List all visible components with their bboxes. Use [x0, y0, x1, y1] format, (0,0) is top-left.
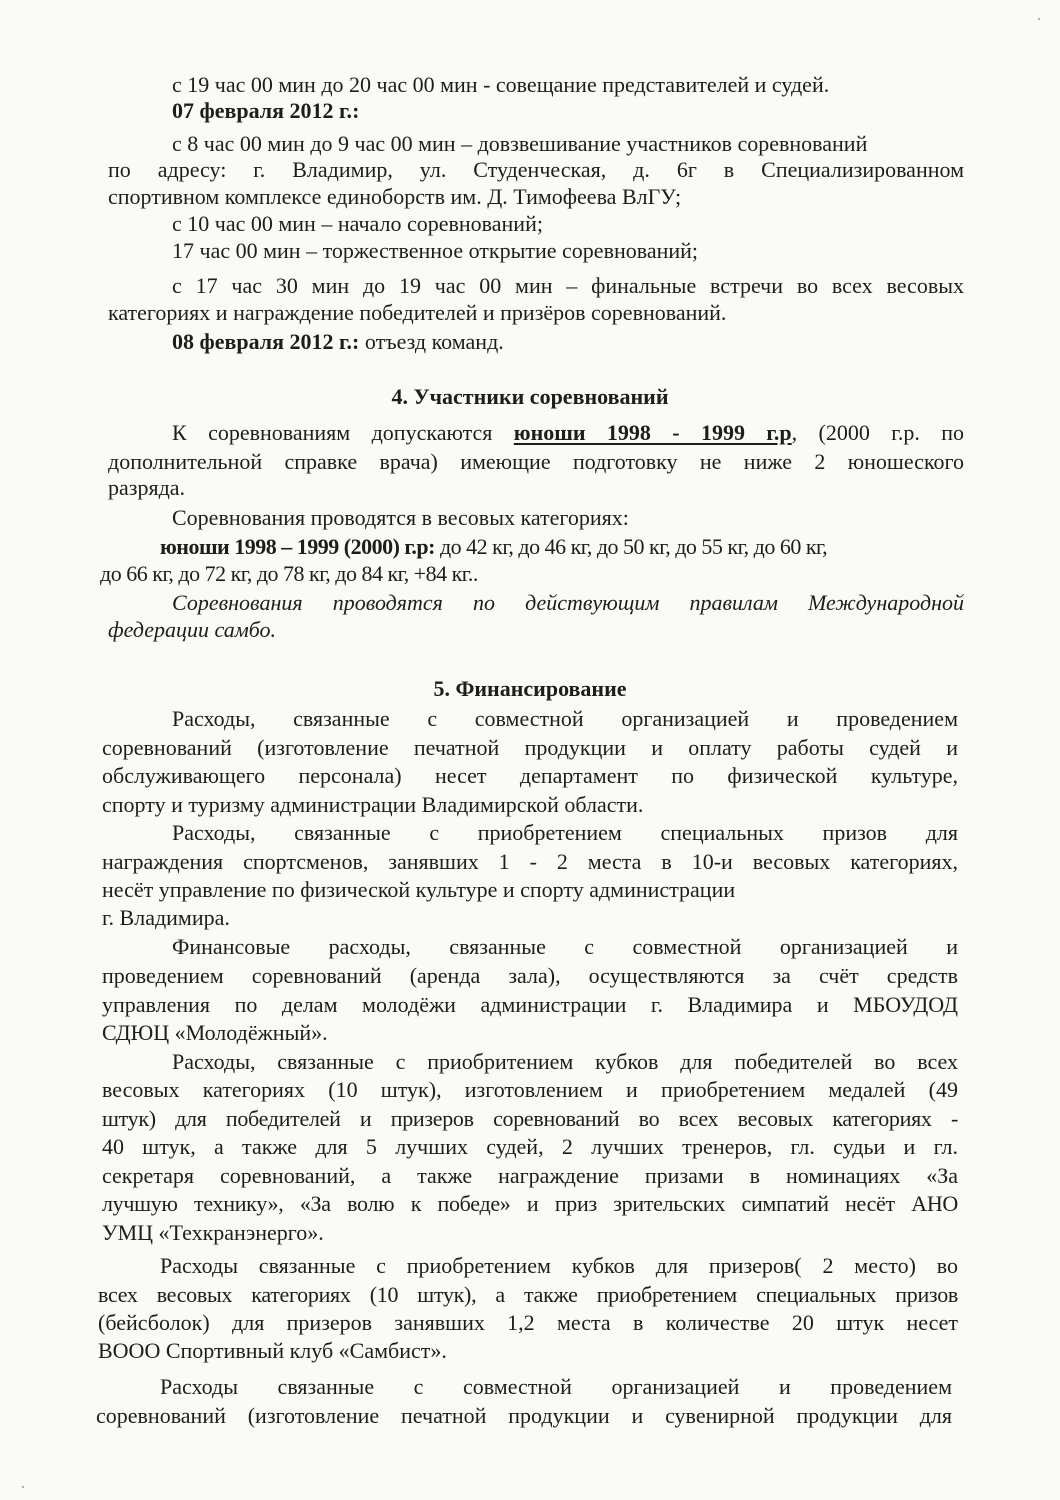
section-4-paragraph-line — [172, 420, 964, 446]
scan-speck — [1038, 18, 1040, 20]
section-4-paragraph-line: дополнительной справке врача) имеющие подготовку не ниже 2 юношеского — [108, 449, 964, 474]
scan-speck — [22, 1486, 24, 1488]
schedule-line: с 17 час 30 мин до 19 час 00 мин – финальные встречи во всех весовых — [172, 273, 964, 298]
schedule-line: с 10 час 00 мин – начало соревнований; — [172, 211, 543, 236]
finance-line: секретаря соревнований, а также награждение призами в номинациях «За — [102, 1163, 958, 1188]
weight-categories-line — [160, 534, 827, 560]
finance-line: соревнований (изготовление печатной продукции и сувенирной продукции для — [96, 1403, 952, 1428]
finance-line: спорту и туризму администрации Владимирской области. — [102, 792, 644, 817]
finance-line: (бейсболок) для призеров занявших 1,2 места в количестве 20 штук несет — [98, 1310, 958, 1335]
schedule-line: категориях и награждение победителей и призёров соревнований. — [108, 300, 727, 325]
finance-line: весовых категориях (10 штук), изготовлением и приобретением медалей (49 — [102, 1077, 958, 1102]
text-span: К соревнованиям допускаются — [172, 420, 514, 445]
rules-note-line: Соревнования проводятся по действующим правилам Международной — [172, 590, 964, 615]
finance-line: СДЮЦ «Молодёжный». — [102, 1020, 328, 1045]
date-heading-feb7 — [172, 98, 359, 124]
schedule-line: с 19 час 00 мин до 20 час 00 мин - совещание представителей и судей. — [172, 72, 830, 97]
finance-line: ВООО Спортивный клуб «Самбист». — [98, 1338, 447, 1363]
finance-line: соревнований (изготовление печатной продукции и оплату работы судей и — [102, 735, 958, 760]
section-5-title: 5. Финансирование — [433, 676, 627, 701]
section-4-title: 4. Участники соревнований — [391, 384, 669, 409]
finance-line: 40 штук, а также для 5 лучших судей, 2 лучших тренеров, гл. судьи и гл. — [102, 1134, 958, 1159]
date-feb7: 07 февраля 2012 г. — [172, 98, 353, 123]
finance-line: г. Владимира. — [102, 905, 230, 930]
rules-note-line: федерации самбо. — [108, 617, 277, 642]
schedule-line: спортивном комплексе единоборств им. Д. Тимофеева ВлГУ; — [108, 184, 682, 209]
section-4-paragraph-line: разряда. — [108, 475, 186, 500]
finance-line: Расходы связанные с приобретением кубков для призеров( 2 место) во — [160, 1253, 958, 1278]
date-feb8: 08 февраля 2012 г.: — [172, 329, 360, 354]
finance-line: Расходы, связанные с приобритением кубков для победителей во всех — [172, 1049, 958, 1074]
departure-text: отъезд команд. — [359, 329, 504, 354]
finance-line: Расходы связанные с совместной организацией и проведением — [160, 1374, 952, 1399]
finance-line: штук) для победителей и призеров соревнований во всех весовых категориях - — [102, 1106, 958, 1131]
finance-line: лучшую технику», «За волю к победе» и приз зрительских симпатий несёт АНО — [102, 1191, 958, 1216]
finance-line: Расходы, связанные с совместной организацией и проведением — [172, 706, 958, 731]
finance-line: несёт управление по физической культуре и спорту администрации — [102, 877, 736, 902]
date-feb7-suffix: : — [352, 98, 360, 123]
section-4-paragraph-line: Соревнования проводятся в весовых категориях: — [172, 505, 629, 530]
finance-line: Финансовые расходы, связанные с совместной организацией и — [172, 934, 958, 959]
weight-categories-group: юноши 1998 – 1999 (2000) г.р: — [160, 534, 435, 559]
weight-categories-list: до 42 кг, до 46 кг, до 50 кг, до 55 кг, до 60 кг, — [434, 534, 828, 559]
finance-line: Расходы, связанные с приобретением специальных призов для — [172, 820, 958, 845]
age-group-highlight: юноши 1998 - 1999 г.р — [513, 420, 792, 445]
finance-line: проведением соревнований (аренда зала), осуществляются за счёт средств — [102, 963, 958, 988]
text-span: , (2000 г.р. по — [791, 420, 964, 445]
weight-categories-line: до 66 кг, до 72 кг, до 78 кг, до 84 кг, +84 кг.. — [100, 561, 478, 586]
departure-line — [172, 329, 504, 355]
finance-line: управления по делам молодёжи администрации г. Владимира и МБОУДОД — [102, 992, 958, 1017]
finance-line: награждения спортсменов, занявших 1 - 2 места в 10-и весовых категориях, — [102, 849, 958, 874]
finance-line: УМЦ «Техкранэнерго». — [102, 1220, 324, 1245]
schedule-line: с 8 час 00 мин до 9 час 00 мин – довзвешивание участников соревнований — [172, 131, 868, 156]
schedule-line: 17 час 00 мин – торжественное открытие соревнований; — [172, 238, 699, 263]
schedule-line: по адресу: г. Владимир, ул. Студенческая, д. 6г в Специализированном — [108, 157, 964, 182]
finance-line: всех весовых категориях (10 штук), а также приобретением специальных призов — [98, 1282, 958, 1307]
finance-line: обслуживающего персонала) несет департамент по физической культуре, — [102, 763, 958, 788]
